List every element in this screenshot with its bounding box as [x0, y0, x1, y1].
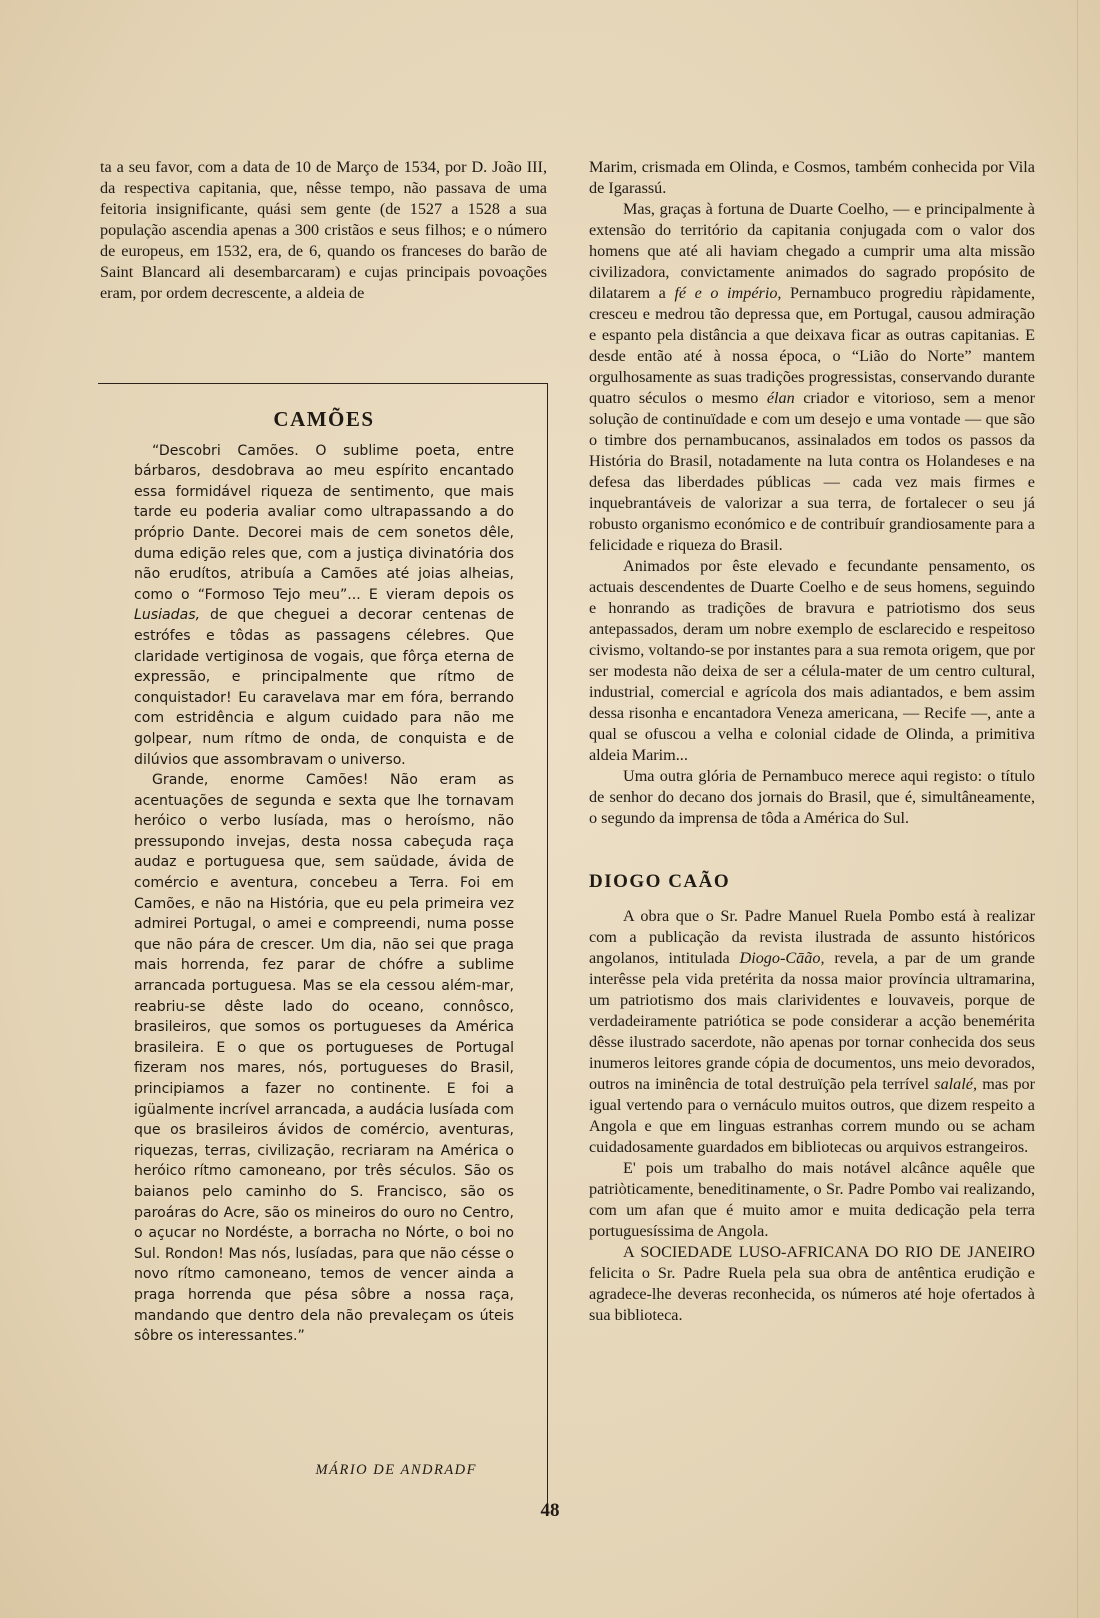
lusiadas-italic: Lusiadas,: [134, 607, 201, 624]
camoes-box: [98, 383, 548, 1516]
right-paragraph-2: Animados por êste elevado e fecundante pensamento, os actuais descendentes de Duarte Coelho e de seus homens, seguindo e honrando as tradições de bravura e patriotismo dos seus antepassados, deram um nobre exemplo de esclarecido e respeitoso civismo, voltando-se por instantes para a sua remota origem, que por ser modesta não deixa de ser a célula-mater de um centro cultural, industrial, comercial e agrícola dos mais adiantados, e bem assim dessa risonha e encantadora Veneza americana, — Recife —, ante a qual se ofuscou a velha e colonial cidade de Olinda, a primitiva aldeia Marim...: [589, 557, 1035, 764]
salale-italic: salalé,: [934, 1075, 977, 1093]
box-paragraph-1: “Descobri Camões. O sublime poeta, entre bárbaros, desdobrava ao meu espírito encantado essa formidável riqueza de sentimento, que mais tarde eu poderia avaliar como ultrapassando a do próprio Dante. Decorei mais de cem sonetos dêle, duma edição reles que, com a justiça divinatória dos não erudítos, atribuía a Camões até joias alheias, como o “Formoso Tejo meu”... E vieram depois os Lusiadas, de que cheguei a decorar centenas de estrófes e tôdas as passagens célebres. Que claridade vertiginosa de vogais, que fôrça eterna de expressão, e principalmente que rítmo de conquistador! Eu caravelava mar em fóra, berrando com estridência e algum cuidado para não me golpear, num rítmo de onda, de conquista e de dilúvios que assombravam o universo.: [134, 442, 514, 768]
signature: MÁRIO DE ANDRADF: [315, 1462, 477, 1478]
left-column: [100, 157, 547, 304]
section-title: DIOGO CAÃO: [589, 871, 731, 892]
box-paragraph-2: Grande, enorme Camões! Não eram as acentuações de segunda e sexta que lhe tornavam heróico o verbo lusíada, mas o heroísmo, não pressupondo invejas, desta nossa cabeçuda raça audaz e portuguesa que, sem saüdade, ávida de comércio e aventura, concebeu a Terra. Foi em Camões, e não na História, que eu pela primeira vez admirei Portugal, o amei e compreendi, numa posse que não pára de crescer. Um dia, não sei que praga mais horrenda, fez parar de chófre a sublime arrancada portuguesa. Mas se ela cessou além-mar, reabriu-se dêste lado do oceano, connôsco, brasileiros, que somos os portugueses da América brasileira. E o que os portugueses de Portugal fizeram nos mares, nós, portugueses do Brasil, principiamos a fazer no continente. E foi a igüalmente incrível arrancada, a audácia lusíada com que os brasileiros ávidos de comércio, aventuras, riquezas, terras, civilização, recriaram na América o heróico rítmo camoneano, por três séculos. São os baianos pelo caminho do S. Francisco, são os paroáras do Acre, são os mineiros do ouro no Centro, o açucar no Nordéste, a borracha no Nórte, o boi no Sul. Rondon! Mas nós, lusíadas, para que não césse o novo rítmo camoneano, temos de vencer ainda a praga horrenda que pésa sôbre a nossa raça, mandando que dentro dela não prevaleçam os úteis sôbre os interessantes.”: [134, 772, 514, 1345]
page-fold-edge: [1077, 0, 1078, 1618]
right-paragraph-3: Uma outra glória de Pernambuco merece aqui registo: o título de senhor do decano dos jornais do Brasil, que é, simultâneamente, o segundo da imprensa de tôda a América do Sul.: [589, 767, 1035, 827]
right-paragraph-0: Marim, crismada em Olinda, e Cosmos, também conhecida por Vila de Igarassú.: [589, 158, 1035, 197]
section-paragraph-3: A SOCIEDADE LUSO-AFRICANA DO RIO DE JANEIRO felicita o Sr. Padre Ruela pela sua obra de antêntica erudição e agradece-lhe deveras reconhecida, os números até hoje ofertados à sua biblioteca.: [589, 1243, 1035, 1324]
right-column: [589, 157, 1035, 1326]
page-number: 48: [540, 1500, 560, 1521]
section-paragraph-1: A obra que o Sr. Padre Manuel Ruela Pombo está à realizar com a publicação da revista ilustrada de assunto históricos angolanos, intitulada Diogo-Cāão, revela, a par de um grande interêsse pela vida pretérita da nossa maior província ultramarina, um patriotismo dos mais clarividentes e louvaveis, porque de verdadeiramente patriótica se pode considerar a acção benemérita dêsse ilustrado sacerdote, não apenas por tornar conhecida dos seus inumeros leitores grande cópia de documentos, uns meio devorados, outros na iminência de total destruïção pela terrível salalé, mas por igual vertendo para o vernáculo muitos outros, que dizem respeito a Angola e que em linguas estranhas correm mundo ou se acham cuidadosamente guardados em bibliotecas ou arquivos estrangeiros.: [589, 907, 1036, 1156]
left-paragraph: ta a seu favor, com a data de 10 de Março de 1534, por D. João III, da respectiva capitania, que, nêsse tempo, não passava de uma feitoria insignificante, quási sem gente (de 1527 a 1528 a sua população ascendia apenas a 300 cristãos e seus filhos; e o número de europeus, em 1532, era, de 6, quando os franceses do barão de Saint Blancard ali desembarcaram) e cujas principais povoações eram, por ordem decrescente, a aldeia de: [100, 158, 547, 302]
diogo-cao-italic: Diogo-Cāão,: [739, 949, 825, 967]
section-paragraph-2: E' pois um trabalho do mais notável alcânce aquêle que patriòticamente, beneditinamente, o Sr. Padre Pombo vai realizando, com um afan que é muito amor e muita dedicação pela terra portuguesíssima de Angola.: [589, 1159, 1035, 1240]
right-paragraph-1: Mas, graças à fortuna de Duarte Coelho, — e principalmente à extensão do território da capitania conjugada com o valor dos homens que até ali haviam chegado a cumprir uma alta missão civilizadora, convictamente animados do sagrado propósito de dilatarem a fé e o império, Pernambuco progrediu ràpidamente, cresceu e medrou tão depressa que, em Portugal, causou admiração e espanto pela distância a que deixava ficar as outras capitanias. E desde então até à nossa época, o “Lião do Norte” mantem orgulhosamente as suas tradições progressistas, conservando durante quatro séculos o mesmo élan criador e vitorioso, sem a menor solução de continuïdade e com um desejo e uma vontade — que são o timbre dos pernambucanos, assinalados em todos os passos da História do Brasil, notadamente na luta contra os Holandeses e na defesa das liberdades públicas — cada vez mais firmes e inquebrantáveis de valorizar a sua terra, de fortalecer o seu já robusto organismo económico e de contribuír grandiosamente para a felicidade e riqueza do Brasil.: [589, 200, 1036, 554]
fe-imperio-italic: fé e o império,: [674, 284, 782, 302]
elan-italic: élan: [766, 389, 795, 407]
box-title: CAMÕES: [273, 407, 375, 431]
camoes-box-content: [134, 384, 514, 1347]
